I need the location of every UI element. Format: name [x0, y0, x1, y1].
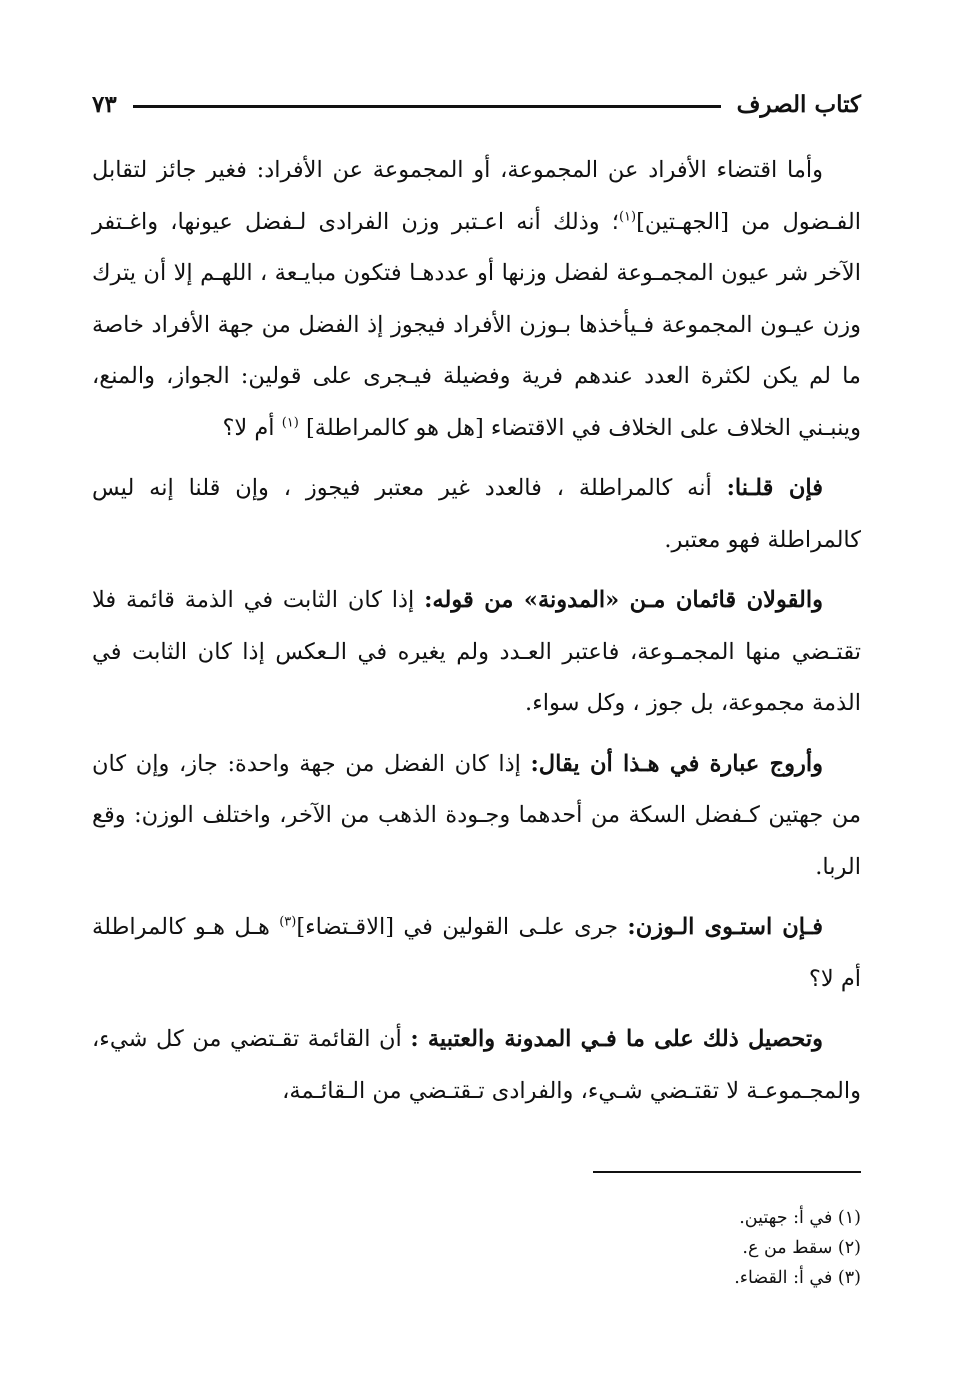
footnote-2: (٢) سقط من ع. [742, 1238, 861, 1258]
paragraph-5-lead: فـإن استـوى الـوزن: [627, 914, 823, 940]
book-title: كتاب الصرف [736, 90, 861, 118]
paragraph-6 [92, 1014, 861, 1117]
paragraph-4 [92, 739, 861, 894]
main-text [92, 145, 861, 1126]
paragraph-1 [92, 145, 861, 454]
page-number: ٧٣ [92, 90, 117, 118]
footnote-3: (٣) في أ: القضاء. [734, 1268, 861, 1288]
running-header [92, 84, 861, 124]
footnote-ref-1[interactable]: (١) [618, 209, 637, 224]
paragraph-1-text-a: وأما اقتضاء الأفراد عن المجموعة، أو المجموعة عن الأفراد: فغير جائز لتقابل الفـضول من [الجهـتين] [92, 157, 862, 235]
paragraph-3-lead: والقولان قائمان مـن «المدونة» من قوله: [424, 587, 823, 613]
paragraph-3 [92, 575, 861, 730]
footnotes [92, 1203, 861, 1293]
paragraph-6-lead: وتحصيل ذلك على ما فـي المدونة والعتبية : [410, 1026, 823, 1052]
paragraph-2-text: أنه كالمراطلة ، فالعدد غير معتبر فيجوز ، وإن قلنا إنه ليس كالمراطلة فهو معتبر. [92, 475, 861, 553]
paragraph-2-lead: فإن قلـنا: [726, 475, 824, 501]
paragraph-1-text-c: أم لا؟ [222, 414, 282, 441]
footnote-ref-1b[interactable]: (١) [281, 415, 299, 430]
paragraph-6-text: أن القائمة تقـتضي من كل شيء، والمجـموعـة لا تقتـضي شـيء، والفرادى تـقتـضي من الـقائـمة، [92, 1026, 861, 1104]
footnote-1: (١) في أ: جهتين. [739, 1208, 861, 1228]
paragraph-5-text-b: هـل هـو كالمراطلة أم لا؟ [92, 914, 861, 992]
paragraph-5 [92, 902, 861, 1005]
paragraph-3-text: إذا كان الثابت في الذمة قائمة فلا تقتـضي منها المجمـوعة، فاعتبر العـدد ولم يغيره في الـعكس إذا كان الثابت في الذمة مجموعة، بل جوز ، وكل سواء. [92, 587, 861, 716]
header-rule [133, 105, 721, 108]
paragraph-5-text-a: جرى علـى القولين في [الاقـتضاء] [296, 914, 628, 940]
paragraph-4-text: إذا كان الفضل من جهة واحدة: جاز، وإن كان من جهتين كـفضل السكة من أحدهما وجـودة الذهب من الآخر، واختلف الوزن: وقع الربا. [92, 750, 861, 880]
footnote-ref-3[interactable]: (٣) [279, 914, 297, 930]
paragraph-4-lead: وأروج عبارة في هـذا أن يقال: [530, 750, 824, 777]
footnote-rule [593, 1171, 861, 1173]
paragraph-1-text-b: ؛ وذلك أنه اعـتبر وزن الفرادى لـفضل عيونها، واغـتفر الآخر شر عيون المجمـوعة لفضل وزنها أو عددهـا فتكون مبايـعة ، اللهـم إلا أن يترك وزن عيـون المجموعة فـيأخذها بـوزن الأفراد فيجوز إذ الفضل من جهة الأفراد خاصة ما لم يكن لكثرة العدد عندهم فرية وفضيلة فيـجرى على قولين: الجواز، والمنع، وينبـني الخلاف على الخلاف في الاقتضاء [هل هو كالمراطلة] [92, 208, 861, 441]
paragraph-2 [92, 463, 861, 566]
